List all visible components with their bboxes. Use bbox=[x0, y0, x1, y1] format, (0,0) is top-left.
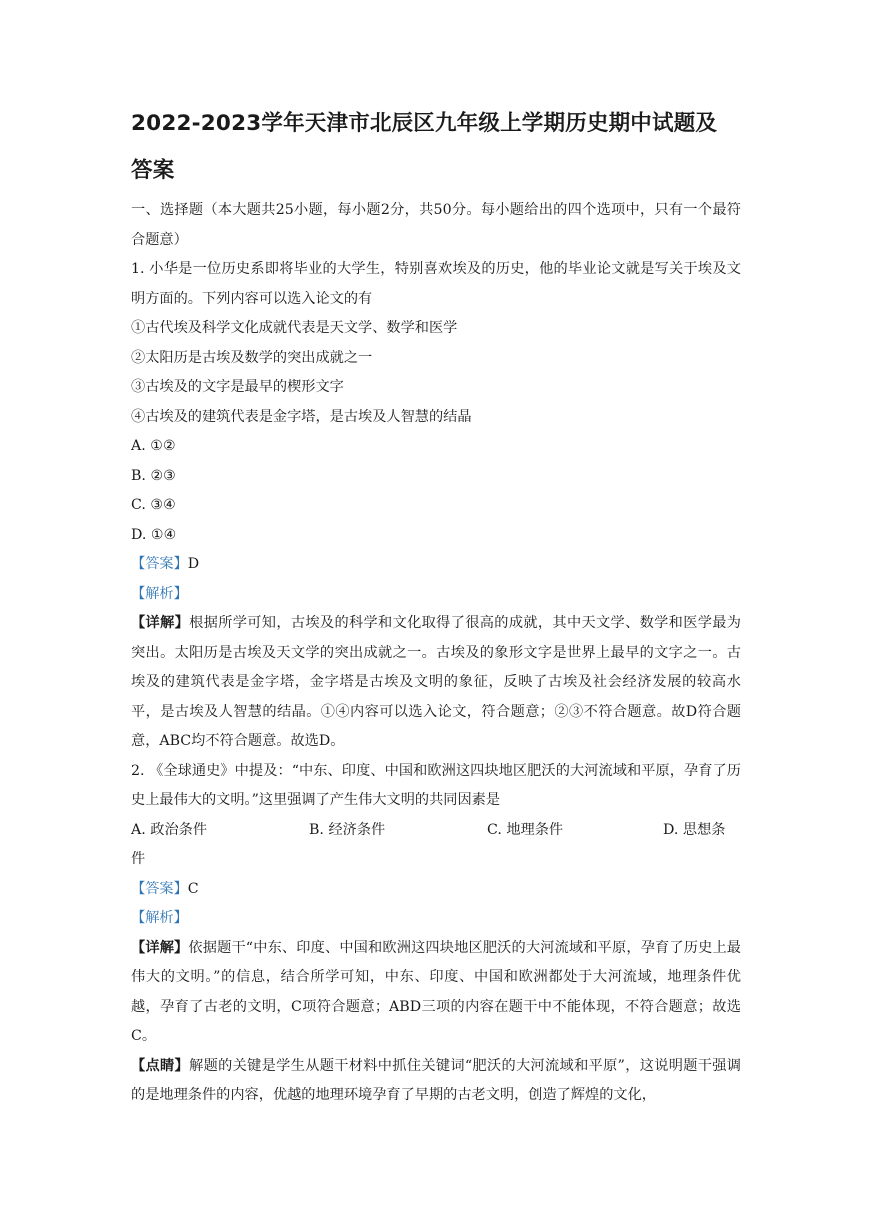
q1-answer bbox=[131, 550, 741, 580]
answer-tag: 【答案】 bbox=[131, 556, 188, 572]
q2-answer bbox=[131, 875, 741, 905]
q2-detail bbox=[131, 934, 741, 1052]
q1-option-c: C. ③④ bbox=[131, 497, 176, 513]
q2-option-c: C. 地理条件 bbox=[487, 821, 564, 838]
section-heading: 一、选择题（本大题共25小题，每小题2分，共50分。每小题给出的四个选项中，只有一个最符合题意） bbox=[131, 202, 741, 248]
detail-tag: 【详解】 bbox=[131, 939, 189, 956]
detail-tag: 【详解】 bbox=[131, 615, 190, 631]
detail-text: 依据题干“中东、印度、中国和欧洲这四块地区肥沃的大河流域和平原，孕育了历史上最伟大的文明。”的信息，结合所学可知，中东、印度、中国和欧洲都处于大河流域，地理条件优越，孕育了古老的文明，C项符合题意；ABD三项的内容在题干中不能体现，不符合题意；故选C。 bbox=[131, 939, 741, 1044]
tip-text: 解题的关键是学生从题干材料中抓住关键词“肥沃的大河流域和平原”，这说明题干强调的是地理条件的内容，优越的地理环境孕育了早期的古老文明，创造了辉煌的文化， bbox=[131, 1057, 741, 1103]
q1-analysis bbox=[131, 580, 741, 610]
q2-option-a: A. 政治条件 bbox=[131, 821, 208, 838]
q2-option-b: B. 经济条件 bbox=[309, 821, 386, 838]
q1-item: ④古埃及的建筑代表是金字塔，是古埃及人智慧的结晶 bbox=[131, 408, 472, 425]
analysis-tag: 【解析】 bbox=[131, 910, 188, 926]
q2-analysis bbox=[131, 904, 741, 934]
q2-option-d: D. 思想条 bbox=[663, 821, 726, 838]
q1-item: ②太阳历是古埃及数学的突出成就之一 bbox=[131, 349, 373, 366]
q1-option-a: A. ①② bbox=[131, 438, 176, 454]
detail-text: 根据所学可知，古埃及的科学和文化取得了很高的成就，其中天文学、数学和医学最为突出。太阳历是古埃及天文学的突出成就之一。古埃及的象形文字是世界上最早的文字之一。古埃及的建筑代表是金字塔，金字塔是古埃及文明的象征，反映了古埃及社会经济发展的较高水平，是古埃及人智慧的结晶。①④内容可以选入论文，符合题意；②③不符合题意。故D符合题意，ABC均不符合题意。故选D。 bbox=[131, 615, 741, 749]
q2-tip bbox=[131, 1052, 741, 1111]
q1-item: ③古埃及的文字是最早的楔形文字 bbox=[131, 379, 344, 395]
title-line-2: 答案 bbox=[131, 158, 175, 183]
q1-option-b: B. ②③ bbox=[131, 467, 176, 484]
answer-tag: 【答案】 bbox=[131, 880, 188, 897]
q1-option-d: D. ①④ bbox=[131, 526, 177, 543]
answer-value: D bbox=[187, 556, 200, 572]
document-title bbox=[131, 100, 741, 194]
q2-stem: 2. 《全球通史》中提及：“中东、印度、中国和欧洲这四块地区肥沃的大河流域和平原，孕育了历史上最伟大的文明。”这里强调了产生伟大文明的共同因素是 bbox=[131, 762, 741, 808]
q1-detail bbox=[131, 609, 741, 757]
q1-item: ①古代埃及科学文化成就代表是天文学、数学和医学 bbox=[131, 320, 458, 336]
q2-options bbox=[131, 816, 741, 846]
answer-value: C bbox=[187, 880, 199, 897]
analysis-tag: 【解析】 bbox=[131, 585, 188, 602]
document-page bbox=[131, 100, 741, 1111]
title-line-1: 2022-2023学年天津市北辰区九年级上学期历史期中试题及 bbox=[131, 111, 718, 136]
q1-stem: 1. 小华是一位历史系即将毕业的大学生，特别喜欢埃及的历史，他的毕业论文就是写关于埃及文明方面的。下列内容可以选入论文的有 bbox=[131, 261, 741, 307]
q2-option-wrap: 件 bbox=[131, 851, 146, 867]
tip-tag: 【点睛】 bbox=[131, 1057, 190, 1074]
